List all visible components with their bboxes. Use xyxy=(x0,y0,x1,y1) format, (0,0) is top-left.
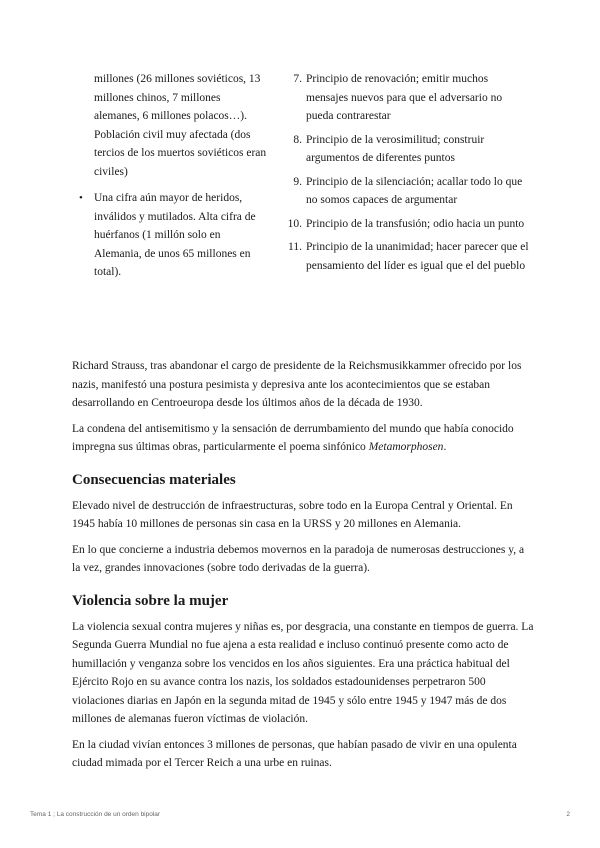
principle-item-10 xyxy=(284,215,532,234)
paragraph-strauss: Richard Strauss, tras abandonar el cargo de presidente de la Reichsmusikkammer ofrecido por los nazis, manifestó una postura pesimista y depresiva ante los acontecimientos que se estaban desarrollando en Centroeuropa desde los últimos años de la década de 1930. xyxy=(72,360,522,409)
item-text: Principio de la verosimilitud; construir argumentos de diferentes puntos xyxy=(306,133,485,164)
item-text: Principio de la silenciación; acallar todo lo que no somos capaces de argumentar xyxy=(306,175,523,206)
item-number: 11. xyxy=(288,241,302,253)
bullet-dot-icon: • xyxy=(79,192,83,204)
work-title: Metamorphosen xyxy=(368,441,444,453)
principle-item-7 xyxy=(284,70,532,126)
paragraph-antisemitismo xyxy=(72,420,534,457)
principle-item-8 xyxy=(284,131,532,168)
paragraph-text: La condena del antisemitismo y la sensación de derrumbamiento del mundo que había conocido impregna sus últimas obras, particularmente el poema sinfónico xyxy=(72,422,514,453)
heading-consecuencias-materiales: Consecuencias materiales xyxy=(72,471,236,488)
paragraph-ciudad: En la ciudad vivían entonces 3 millones de personas, que habían pasado de vivir en una opulenta ciudad mimada por el Tercer Reich a una urbe en ruinas. xyxy=(72,738,517,769)
body-text xyxy=(72,357,534,780)
heading-violencia-mujer: Violencia sobre la mujer xyxy=(72,592,229,609)
item-number: 10. xyxy=(287,217,302,230)
footer-title: Tema 1 ; La construcción de un orden bipolar xyxy=(30,811,161,818)
item-number: 7. xyxy=(293,73,302,85)
page-number: 2 xyxy=(566,811,570,818)
bullet-item-text: Una cifra aún mayor de heridos, inválidos y mutilados. Alta cifra de huérfanos (1 millón solo en Alemania, de unos 65 millones en total). xyxy=(94,192,256,278)
item-number: 8. xyxy=(293,133,302,146)
principle-item-11 xyxy=(284,238,532,275)
bullet-continuation-text: millones (26 millones soviéticos, 13 millones chinos, 7 millones alemanes, 6 millones polacos…). Población civil muy afectada (dos tercios de los muertos soviéticos eran civiles) xyxy=(94,73,267,178)
paragraph-violencia: La violencia sexual contra mujeres y niñas es, por desgracia, una constante en tiempos de guerra. La Segunda Guerra Mundial no fue ajena a esta realidad e incluso continuó presente como acto de humillación y venganza sobre los vencidos en los años siguientes. Era una práctica habitual del Ejército Rojo en su avance contra los nazis, los soldados estadounidenses perpetraron 500 violaciones diarias en Japón en la segunda mitad de 1945 y sólo entre 1945 y 1947 más de dos millones de alemanas fueron víctimas de violación. xyxy=(72,620,534,725)
paragraph-industria: En lo que concierne a industria debemos movernos en la paradoja de numerosas destrucciones y, a la vez, grandes innovaciones (sobre todo derivadas de la guerra). xyxy=(72,543,525,574)
principle-item-9 xyxy=(284,173,532,210)
item-text: Principio de la unanimidad; hacer parecer que el pensamiento del líder es igual que el del pueblo xyxy=(306,241,529,272)
right-column xyxy=(284,70,532,280)
left-column xyxy=(72,70,268,282)
bullet-list xyxy=(72,189,268,282)
paragraph-destruccion: Elevado nivel de destrucción de infraestructuras, sobre todo en la Europa Central y Oriental. En 1945 había 10 millones de personas sin casa en la URSS y 20 millones en Alemania. xyxy=(72,499,513,530)
item-text: Principio de la transfusión; odio hacia un punto xyxy=(306,217,525,230)
paragraph-end: . xyxy=(443,441,447,453)
principles-list xyxy=(284,70,532,275)
item-text: Principio de renovación; emitir muchos mensajes nuevos para que el adversario no pueda contrarestar xyxy=(306,73,503,122)
page-footer xyxy=(30,811,570,818)
item-number: 9. xyxy=(293,175,302,188)
bullet-item xyxy=(72,189,268,282)
